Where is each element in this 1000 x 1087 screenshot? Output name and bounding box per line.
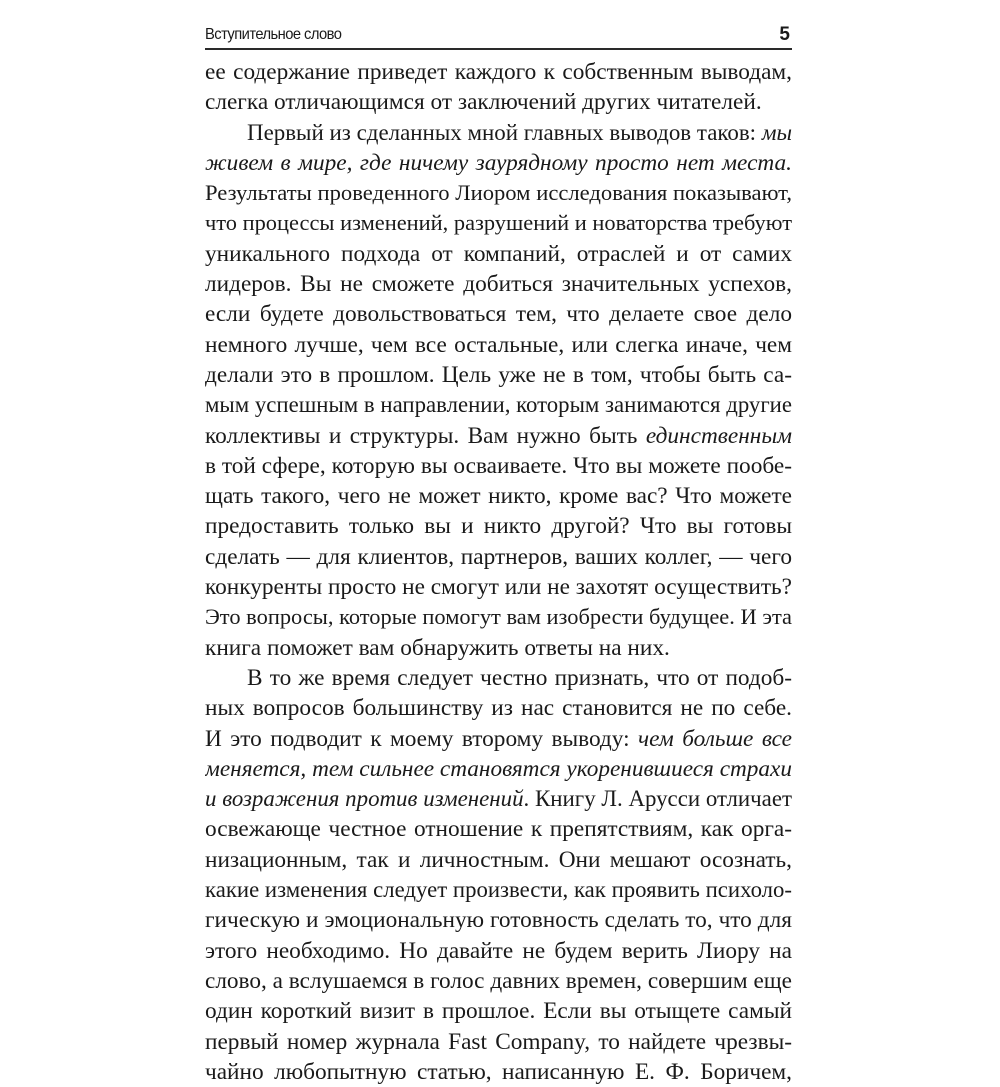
text-run: Первый из сделанных мной главных выводов таков: — [247, 119, 762, 145]
text-line — [205, 905, 792, 935]
text-line — [205, 148, 792, 178]
text-run: если будете довольствоваться тем, что делаете свое дело — [205, 301, 792, 328]
text-run: . Книгу Л. Арусси отличает — [523, 786, 792, 812]
text-line — [205, 57, 792, 87]
text-run: уникального подхода от компаний, отраслей и от самих — [205, 240, 792, 267]
text-line — [205, 208, 792, 238]
text-line — [205, 814, 792, 844]
text-line — [205, 875, 792, 905]
text-line — [205, 118, 792, 148]
text-line — [205, 178, 792, 208]
text-line — [205, 663, 792, 693]
italic-text: меняется, тем сильнее становятся укоренившиеся страхи — [205, 755, 792, 782]
text-line — [205, 754, 792, 784]
text-run: И это подводит к моему второму выводу: — [205, 725, 639, 752]
text-line — [205, 299, 792, 329]
text-run: Результаты проведенного Лиором исследования показывают, — [205, 180, 792, 206]
text-run: этого необходимо. Но давайте не будем верить Лиору на — [205, 937, 792, 964]
italic-text: живем в мире, где ничему заурядному просто нет места. — [205, 149, 792, 176]
text-run: В то же время следует честно признать, что от подоб- — [247, 664, 792, 691]
text-run: Это вопросы, которые помогут вам изобрести будущее. И эта — [205, 604, 792, 630]
italic-text: чем больше все — [638, 725, 792, 752]
page-number: 5 — [779, 24, 790, 45]
text-run: слегка отличающимся от заключений других читателей. — [205, 89, 762, 116]
text-line — [205, 239, 792, 269]
text-run: гическую и эмоциональную готовность сделать то, что для — [205, 907, 792, 934]
text-run: низационным, так и личностным. Они мешают осознать, — [205, 846, 792, 873]
text-run: сделать — для клиентов, партнеров, ваших коллег, — чего — [205, 543, 792, 570]
text-line — [205, 269, 792, 299]
text-run: книга поможет вам обнаружить ответы на них. — [205, 634, 670, 661]
text-line — [205, 936, 792, 966]
italic-text: единственным — [645, 422, 792, 449]
italic-text: мы — [761, 119, 792, 145]
text-run: что процессы изменений, разрушений и новаторства требуют — [205, 210, 792, 236]
text-line — [205, 966, 792, 996]
text-run: предоставить только вы и никто другой? Что вы готовы — [205, 513, 792, 540]
text-run: ее содержание приведет каждого к собственным выводам, — [205, 59, 792, 85]
text-line — [205, 572, 792, 602]
book-page — [205, 0, 792, 1085]
text-line — [205, 784, 792, 814]
text-line — [205, 542, 792, 572]
text-line — [205, 633, 792, 663]
text-line — [205, 451, 792, 481]
text-run: в той сфере, которую вы осваиваете. Что вы можете пообе- — [205, 452, 792, 479]
text-run: слово, а вслушаемся в голос давних времен, совершим еще — [205, 967, 792, 994]
text-run: коллективы и структуры. Вам нужно быть — [205, 422, 646, 449]
text-run: какие изменения следует произвести, как проявить психоло- — [205, 877, 792, 903]
text-line — [205, 87, 792, 117]
text-line — [205, 693, 792, 723]
text-line — [205, 845, 792, 875]
body-text — [205, 57, 792, 1087]
text-run: щать такого, чего не может никто, кроме вас? Что можете — [205, 483, 792, 510]
text-run: немного лучше, чем все остальные, или слегка иначе, чем — [205, 331, 792, 358]
text-run: один короткий визит в прошлое. Если вы отыщете самый — [205, 998, 792, 1025]
text-line — [205, 602, 792, 632]
text-line — [205, 360, 792, 390]
text-line — [205, 724, 792, 754]
text-line — [205, 996, 792, 1026]
text-line — [205, 481, 792, 511]
text-run: делали это в прошлом. Цель уже не в том, чтобы быть са- — [205, 361, 792, 388]
text-line — [205, 390, 792, 420]
italic-text: и возражения против изменений — [205, 786, 524, 812]
text-run: мым успешным в направлении, которым занимаются другие — [205, 392, 792, 418]
text-run: лидеров. Вы не сможете добиться значительных успехов, — [205, 271, 792, 298]
text-line — [205, 1057, 792, 1087]
text-line — [205, 330, 792, 360]
text-run: первый номер журнала Fast Company, то найдете чрезвы- — [205, 1028, 792, 1055]
text-run: ных вопросов большинству из нас становится не по себе. — [205, 695, 792, 722]
running-title: Вступительное слово — [205, 26, 342, 43]
text-line — [205, 511, 792, 541]
text-line — [205, 421, 792, 451]
text-run: конкуренты просто не смогут или не захотят осуществить? — [205, 574, 792, 601]
text-run: освежающе честное отношение к препятствиям, как орга- — [205, 816, 792, 843]
text-line — [205, 1027, 792, 1057]
running-head — [205, 24, 792, 50]
text-run: чайно любопытную статью, написанную Е. Ф. Боричем, — [205, 1058, 792, 1085]
